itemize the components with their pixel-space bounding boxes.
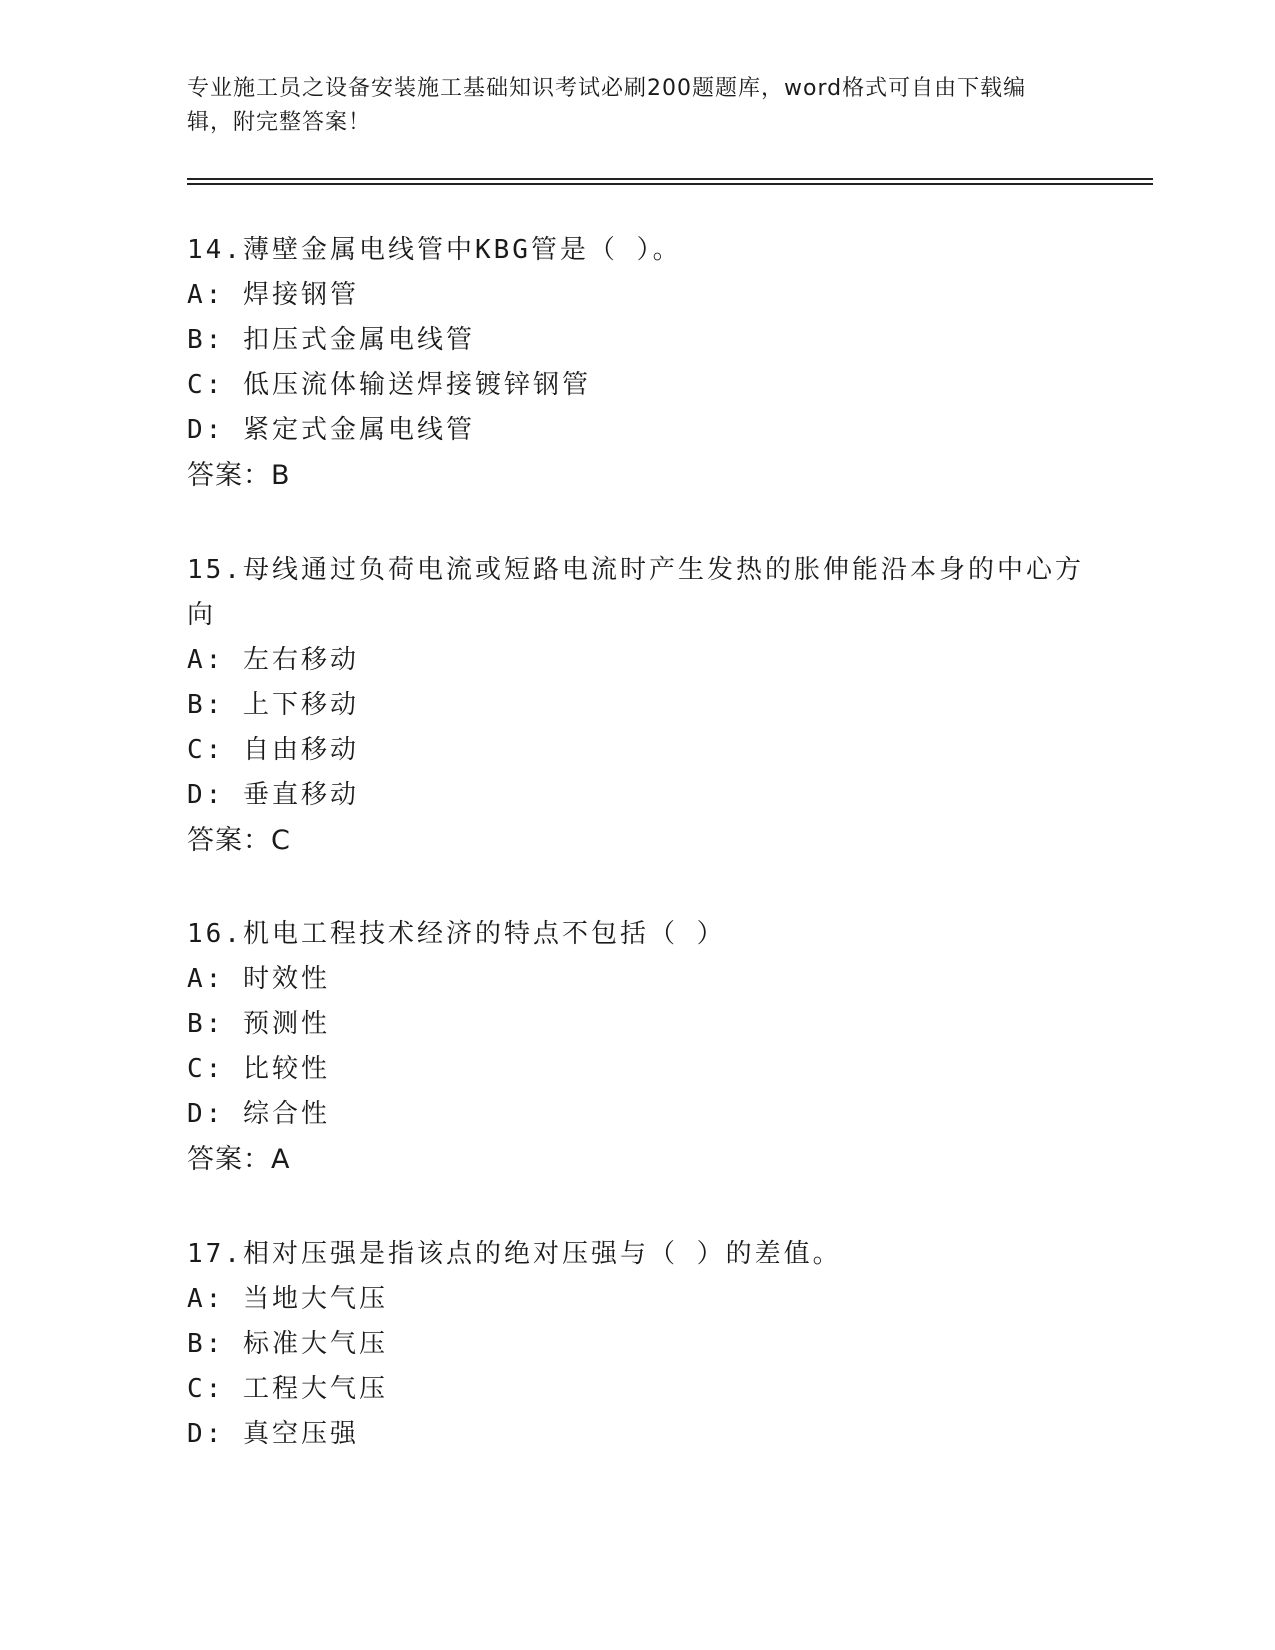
question-17 — [187, 1232, 1087, 1457]
question-stem: 14.薄壁金属电线管中KBG管是（ ）。 — [187, 235, 682, 265]
question-stem: 17.相对压强是指该点的绝对压强与（ ）的差值。 — [187, 1239, 842, 1269]
option-a: A: 时效性 — [187, 964, 330, 994]
option-a: A: 当地大气压 — [187, 1284, 388, 1314]
question-16 — [187, 912, 1087, 1182]
option-b: B: 扣压式金属电线管 — [187, 325, 475, 355]
option-c: C: 低压流体输送焊接镀锌钢管 — [187, 370, 591, 400]
option-b: B: 标准大气压 — [187, 1329, 388, 1359]
option-d: D: 垂直移动 — [187, 780, 359, 810]
document-header: 专业施工员之设备安装施工基础知识考试必刷200题题库，word格式可自由下载编辑，附完整答案！ — [187, 76, 1027, 135]
option-b: B: 预测性 — [187, 1009, 330, 1039]
option-d: D: 真空压强 — [187, 1419, 359, 1449]
option-b: B: 上下移动 — [187, 690, 359, 720]
question-14 — [187, 228, 1087, 498]
answer: 答案：B — [187, 460, 291, 491]
question-stem: 16.机电工程技术经济的特点不包括（ ） — [187, 919, 726, 949]
option-c: C: 工程大气压 — [187, 1374, 388, 1404]
option-d: D: 综合性 — [187, 1099, 330, 1129]
question-stem: 15.母线通过负荷电流或短路电流时产生发热的胀伸能沿本身的中心方向 — [187, 555, 1084, 630]
option-d: D: 紧定式金属电线管 — [187, 415, 475, 445]
answer: 答案：A — [187, 1144, 291, 1175]
option-a: A: 焊接钢管 — [187, 280, 359, 310]
question-15 — [187, 548, 1087, 863]
answer: 答案：C — [187, 825, 291, 856]
header-rule-top — [187, 178, 1153, 180]
option-c: C: 比较性 — [187, 1054, 330, 1084]
header-rule-bottom — [187, 183, 1153, 185]
option-c: C: 自由移动 — [187, 735, 359, 765]
option-a: A: 左右移动 — [187, 645, 359, 675]
